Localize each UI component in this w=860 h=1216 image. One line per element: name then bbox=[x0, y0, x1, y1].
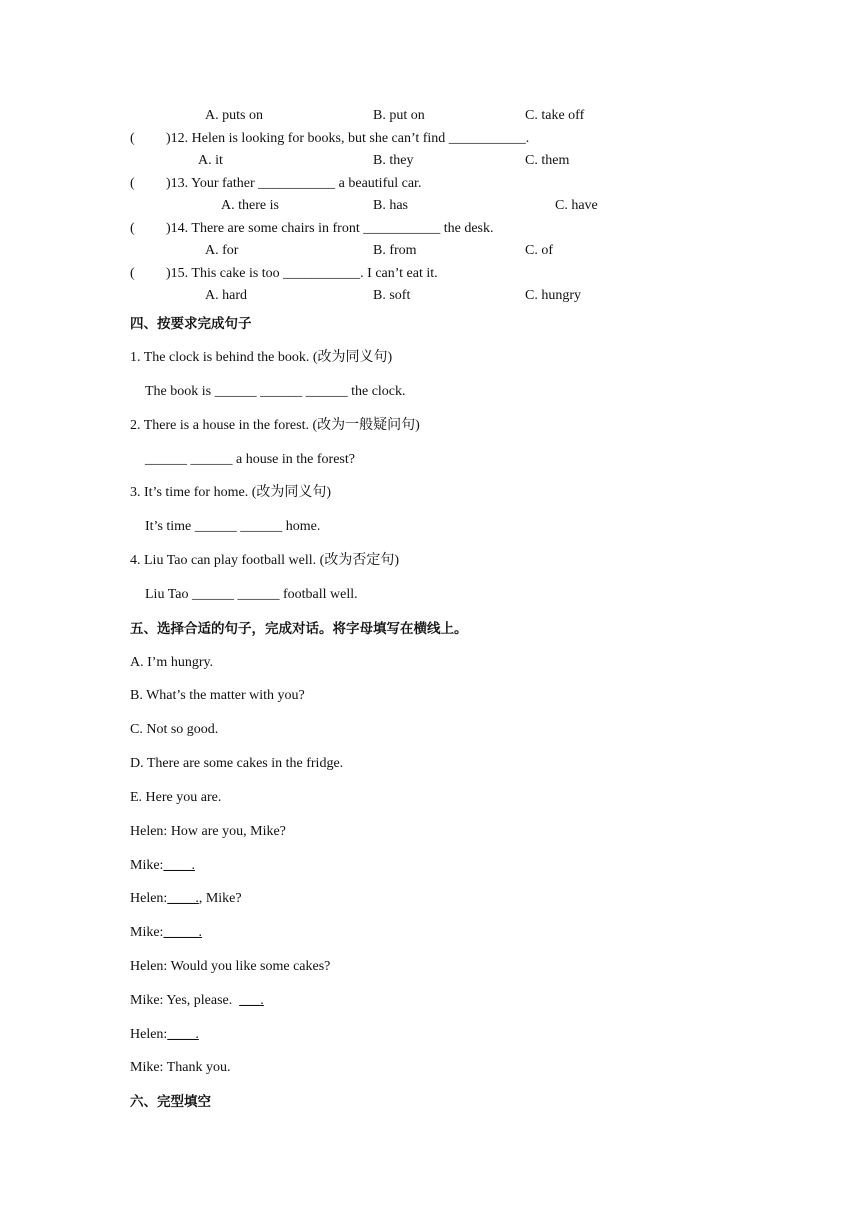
dialogue-text: Mike: bbox=[130, 925, 164, 940]
q14-option-a: A. for bbox=[205, 243, 239, 258]
choice-item: B. What’s the matter with you? bbox=[130, 688, 305, 703]
answer-paren: ( bbox=[130, 221, 135, 236]
dialogue-text: Helen: bbox=[130, 1027, 168, 1042]
dialogue-line bbox=[130, 924, 202, 942]
section-5-title: 五、选择合适的句子，完成对话。将字母填写在横线上。 bbox=[130, 621, 468, 637]
dialogue-line bbox=[130, 890, 242, 908]
q13-option-a: A. there is bbox=[221, 198, 279, 213]
dialogue-line bbox=[130, 992, 264, 1010]
q15-option-b: B. soft bbox=[373, 288, 411, 303]
dialogue-line bbox=[130, 1059, 230, 1077]
dialogue-line bbox=[130, 1026, 199, 1044]
section-4-question: 4. Liu Tao can play football well. (改为否定句) bbox=[130, 553, 399, 568]
question-12 bbox=[130, 130, 529, 148]
section-4-answer-line: Liu Tao ______ ______ football well. bbox=[145, 587, 358, 602]
dialogue-line bbox=[130, 823, 286, 841]
q12-option-c: C. them bbox=[525, 153, 570, 168]
question-15 bbox=[130, 265, 438, 283]
q11-option-b: B. put on bbox=[373, 108, 425, 123]
choice-item: C. Not so good. bbox=[130, 722, 219, 737]
dialogue-line bbox=[130, 958, 330, 976]
section-4-answer-line: ______ ______ a house in the forest? bbox=[145, 452, 355, 467]
dialogue-text: Helen: How are you, Mike? bbox=[130, 824, 286, 839]
question-12-text: )12. Helen is looking for books, but she can’t find ___________. bbox=[166, 131, 530, 146]
section-6-title: 六、完型填空 bbox=[130, 1094, 211, 1110]
q13-option-c: C. have bbox=[555, 198, 598, 213]
question-14 bbox=[130, 220, 494, 238]
dialogue-text: Mike: Yes, please. bbox=[130, 993, 240, 1008]
question-13-text: )13. Your father ___________ a beautiful car. bbox=[166, 176, 422, 191]
question-15-text: )15. This cake is too ___________. I can’t eat it. bbox=[166, 266, 438, 281]
answer-blank[interactable]: ____. bbox=[167, 891, 199, 906]
q14-option-c: C. of bbox=[525, 243, 553, 258]
answer-blank[interactable]: ____. bbox=[163, 858, 195, 873]
dialogue-text: , Mike? bbox=[198, 891, 242, 906]
section-4-question: 2. There is a house in the forest. (改为一般疑问句) bbox=[130, 418, 420, 433]
q11-option-c: C. take off bbox=[525, 108, 585, 123]
q15-option-c: C. hungry bbox=[525, 288, 581, 303]
q14-option-b: B. from bbox=[373, 243, 417, 258]
q12-option-b: B. they bbox=[373, 153, 414, 168]
q15-option-a: A. hard bbox=[205, 288, 247, 303]
answer-paren: ( bbox=[130, 176, 135, 191]
section-4-answer-line: The book is ______ ______ ______ the clock. bbox=[145, 384, 406, 399]
q11-option-a: A. puts on bbox=[205, 108, 263, 123]
answer-blank[interactable]: ____. bbox=[167, 1027, 199, 1042]
answer-paren: ( bbox=[130, 266, 135, 281]
section-4-question: 1. The clock is behind the book. (改为同义句) bbox=[130, 350, 393, 365]
choice-item: D. There are some cakes in the fridge. bbox=[130, 756, 344, 771]
answer-blank[interactable]: ___. bbox=[239, 993, 264, 1008]
dialogue-text: Helen: Would you like some cakes? bbox=[130, 959, 331, 974]
dialogue-line bbox=[130, 857, 195, 875]
question-14-text: )14. There are some chairs in front ___________ the desk. bbox=[166, 221, 494, 236]
q12-option-a: A. it bbox=[198, 153, 223, 168]
dialogue-text: Mike: bbox=[130, 858, 164, 873]
answer-blank[interactable]: _____. bbox=[163, 925, 202, 940]
dialogue-text: Mike: Thank you. bbox=[130, 1060, 231, 1075]
choice-item: A. I’m hungry. bbox=[130, 655, 214, 670]
question-13 bbox=[130, 175, 421, 193]
section-4-title: 四、按要求完成句子 bbox=[130, 316, 252, 332]
section-4-answer-line: It’s time ______ ______ home. bbox=[145, 519, 321, 534]
section-4-question: 3. It’s time for home. (改为同义句) bbox=[130, 485, 332, 500]
dialogue-text: Helen: bbox=[130, 891, 168, 906]
choice-item: E. Here you are. bbox=[130, 790, 222, 805]
answer-paren: ( bbox=[130, 131, 135, 146]
q13-option-b: B. has bbox=[373, 198, 408, 213]
